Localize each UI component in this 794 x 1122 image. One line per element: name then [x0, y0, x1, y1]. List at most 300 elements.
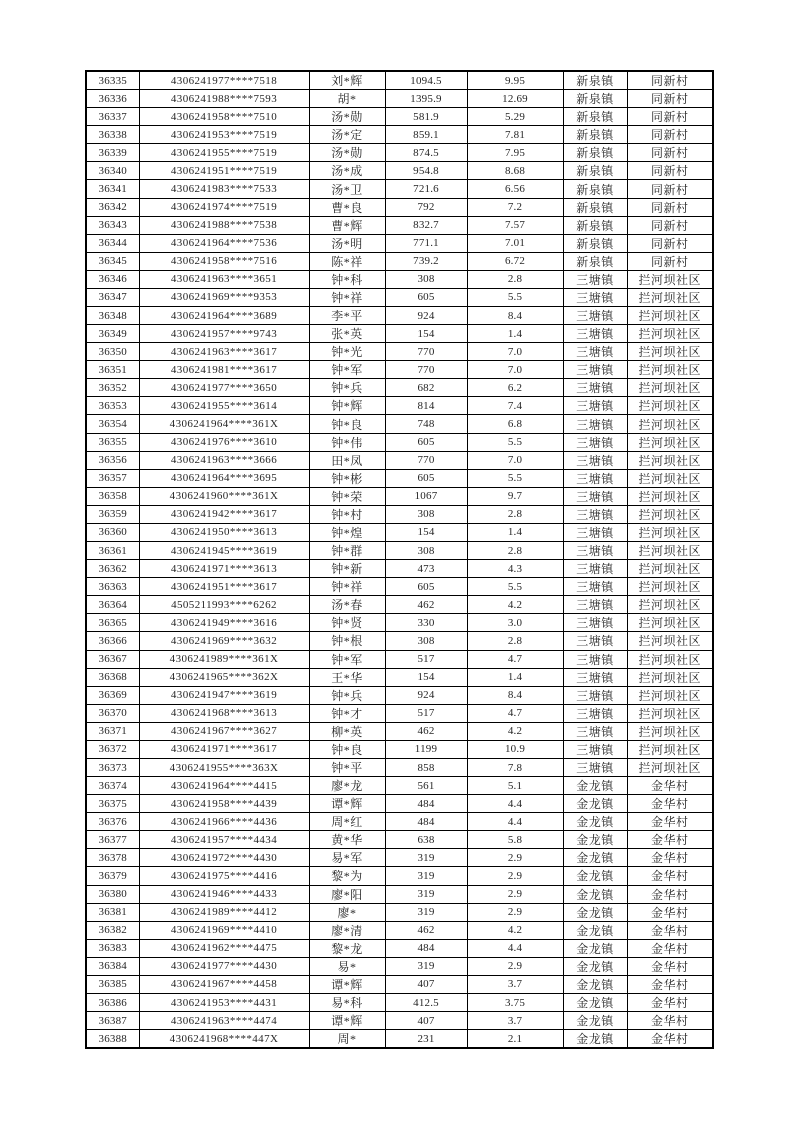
table-row: [86, 542, 713, 560]
village-cell: 拦河坝社区: [627, 343, 713, 361]
amount-cell: 1395.9: [385, 90, 467, 108]
serial-cell: 36367: [86, 650, 139, 668]
rate-cell: 2.9: [467, 885, 563, 903]
village-cell: 拦河坝社区: [627, 596, 713, 614]
amount-cell: 792: [385, 198, 467, 216]
rate-cell: 8.4: [467, 307, 563, 325]
town-cell: 新泉镇: [563, 252, 627, 270]
id-number-cell: 4306241963****4474: [139, 1012, 309, 1030]
id-number-cell: 4306241965****362X: [139, 668, 309, 686]
amount-cell: 330: [385, 614, 467, 632]
table-row: [86, 162, 713, 180]
name-cell: 钟*村: [309, 505, 385, 523]
serial-cell: 36376: [86, 813, 139, 831]
serial-cell: 36379: [86, 867, 139, 885]
town-cell: 三塘镇: [563, 325, 627, 343]
id-number-cell: 4306241942****3617: [139, 505, 309, 523]
id-number-cell: 4306241976****3610: [139, 433, 309, 451]
name-cell: 汤*勋: [309, 108, 385, 126]
rate-cell: 4.2: [467, 921, 563, 939]
town-cell: 三塘镇: [563, 722, 627, 740]
serial-cell: 36358: [86, 487, 139, 505]
id-number-cell: 4306241981****3617: [139, 361, 309, 379]
serial-cell: 36360: [86, 523, 139, 541]
name-cell: 王*华: [309, 668, 385, 686]
id-number-cell: 4306241950****3613: [139, 523, 309, 541]
town-cell: 金龙镇: [563, 831, 627, 849]
id-number-cell: 4306241955****363X: [139, 758, 309, 776]
table-row: [86, 451, 713, 469]
id-number-cell: 4306241949****3616: [139, 614, 309, 632]
amount-cell: 832.7: [385, 216, 467, 234]
name-cell: 张*英: [309, 325, 385, 343]
id-number-cell: 4306241964****3695: [139, 469, 309, 487]
village-cell: 金华村: [627, 939, 713, 957]
rate-cell: 5.5: [467, 433, 563, 451]
serial-cell: 36362: [86, 560, 139, 578]
id-number-cell: 4306241983****7533: [139, 180, 309, 198]
id-number-cell: 4306241955****7519: [139, 144, 309, 162]
town-cell: 新泉镇: [563, 144, 627, 162]
amount-cell: 308: [385, 505, 467, 523]
serial-cell: 36384: [86, 957, 139, 975]
village-cell: 拦河坝社区: [627, 542, 713, 560]
rate-cell: 5.29: [467, 108, 563, 126]
name-cell: 钟*光: [309, 343, 385, 361]
name-cell: 田*凤: [309, 451, 385, 469]
rate-cell: 7.81: [467, 126, 563, 144]
rate-cell: 7.95: [467, 144, 563, 162]
rate-cell: 5.1: [467, 777, 563, 795]
town-cell: 三塘镇: [563, 487, 627, 505]
id-number-cell: 4306241964****7536: [139, 234, 309, 252]
serial-cell: 36337: [86, 108, 139, 126]
village-cell: 金华村: [627, 849, 713, 867]
id-number-cell: 4306241967****4458: [139, 975, 309, 993]
town-cell: 三塘镇: [563, 451, 627, 469]
town-cell: 三塘镇: [563, 632, 627, 650]
name-cell: 易*军: [309, 849, 385, 867]
amount-cell: 407: [385, 1012, 467, 1030]
rate-cell: 2.8: [467, 632, 563, 650]
rate-cell: 1.4: [467, 668, 563, 686]
serial-cell: 36351: [86, 361, 139, 379]
amount-cell: 1067: [385, 487, 467, 505]
table-row: [86, 90, 713, 108]
village-cell: 拦河坝社区: [627, 270, 713, 288]
table-row: [86, 560, 713, 578]
name-cell: 钟*煌: [309, 523, 385, 541]
village-cell: 同新村: [627, 216, 713, 234]
serial-cell: 36357: [86, 469, 139, 487]
amount-cell: 682: [385, 379, 467, 397]
name-cell: 陈*祥: [309, 252, 385, 270]
id-number-cell: 4306241974****7519: [139, 198, 309, 216]
village-cell: 拦河坝社区: [627, 307, 713, 325]
amount-cell: 770: [385, 451, 467, 469]
serial-cell: 36349: [86, 325, 139, 343]
town-cell: 三塘镇: [563, 270, 627, 288]
serial-cell: 36341: [86, 180, 139, 198]
village-cell: 金华村: [627, 831, 713, 849]
id-number-cell: 4306241951****3617: [139, 578, 309, 596]
town-cell: 三塘镇: [563, 397, 627, 415]
village-cell: 拦河坝社区: [627, 487, 713, 505]
table-row: [86, 144, 713, 162]
name-cell: 廖*阳: [309, 885, 385, 903]
amount-cell: 154: [385, 325, 467, 343]
rate-cell: 9.7: [467, 487, 563, 505]
table-row: [86, 722, 713, 740]
village-cell: 金华村: [627, 867, 713, 885]
village-cell: 拦河坝社区: [627, 668, 713, 686]
village-cell: 同新村: [627, 108, 713, 126]
name-cell: 周*: [309, 1030, 385, 1049]
serial-cell: 36338: [86, 126, 139, 144]
name-cell: 钟*贤: [309, 614, 385, 632]
rate-cell: 2.8: [467, 505, 563, 523]
amount-cell: 721.6: [385, 180, 467, 198]
town-cell: 三塘镇: [563, 433, 627, 451]
table-row: [86, 686, 713, 704]
village-cell: 拦河坝社区: [627, 578, 713, 596]
serial-cell: 36369: [86, 686, 139, 704]
table-row: [86, 993, 713, 1011]
serial-cell: 36353: [86, 397, 139, 415]
table-row: [86, 813, 713, 831]
id-number-cell: 4306241960****361X: [139, 487, 309, 505]
rate-cell: 4.4: [467, 795, 563, 813]
table-row: [86, 849, 713, 867]
serial-cell: 36373: [86, 758, 139, 776]
town-cell: 新泉镇: [563, 126, 627, 144]
table-row: [86, 71, 713, 90]
serial-cell: 36346: [86, 270, 139, 288]
amount-cell: 484: [385, 795, 467, 813]
serial-cell: 36385: [86, 975, 139, 993]
town-cell: 三塘镇: [563, 469, 627, 487]
rate-cell: 3.7: [467, 1012, 563, 1030]
town-cell: 三塘镇: [563, 361, 627, 379]
village-cell: 拦河坝社区: [627, 740, 713, 758]
village-cell: 拦河坝社区: [627, 433, 713, 451]
town-cell: 金龙镇: [563, 939, 627, 957]
table-row: [86, 867, 713, 885]
id-number-cell: 4306241958****4439: [139, 795, 309, 813]
town-cell: 三塘镇: [563, 343, 627, 361]
table-row: [86, 650, 713, 668]
table-row: [86, 777, 713, 795]
amount-cell: 319: [385, 849, 467, 867]
table-row: [86, 885, 713, 903]
id-number-cell: 4306241951****7519: [139, 162, 309, 180]
name-cell: 曹*良: [309, 198, 385, 216]
serial-cell: 36352: [86, 379, 139, 397]
id-number-cell: 4306241966****4436: [139, 813, 309, 831]
village-cell: 金华村: [627, 903, 713, 921]
id-number-cell: 4306241963****3651: [139, 270, 309, 288]
serial-cell: 36378: [86, 849, 139, 867]
rate-cell: 4.2: [467, 722, 563, 740]
serial-cell: 36381: [86, 903, 139, 921]
town-cell: 三塘镇: [563, 307, 627, 325]
name-cell: 汤*春: [309, 596, 385, 614]
town-cell: 金龙镇: [563, 777, 627, 795]
village-cell: 拦河坝社区: [627, 505, 713, 523]
name-cell: 廖*清: [309, 921, 385, 939]
table-row: [86, 361, 713, 379]
rate-cell: 5.5: [467, 578, 563, 596]
town-cell: 三塘镇: [563, 523, 627, 541]
serial-cell: 36386: [86, 993, 139, 1011]
name-cell: 黄*华: [309, 831, 385, 849]
serial-cell: 36364: [86, 596, 139, 614]
table-row: [86, 704, 713, 722]
rate-cell: 5.5: [467, 469, 563, 487]
amount-cell: 484: [385, 813, 467, 831]
id-number-cell: 4306241946****4433: [139, 885, 309, 903]
rate-cell: 7.2: [467, 198, 563, 216]
town-cell: 三塘镇: [563, 288, 627, 306]
village-cell: 同新村: [627, 180, 713, 198]
amount-cell: 308: [385, 632, 467, 650]
name-cell: 钟*新: [309, 560, 385, 578]
name-cell: 汤*明: [309, 234, 385, 252]
town-cell: 新泉镇: [563, 180, 627, 198]
table-row: [86, 180, 713, 198]
town-cell: 三塘镇: [563, 758, 627, 776]
id-number-cell: 4306241971****3613: [139, 560, 309, 578]
table-row: [86, 234, 713, 252]
rate-cell: 12.69: [467, 90, 563, 108]
id-number-cell: 4306241969****4410: [139, 921, 309, 939]
village-cell: 拦河坝社区: [627, 288, 713, 306]
table-row: [86, 1030, 713, 1049]
name-cell: 钟*辉: [309, 397, 385, 415]
rate-cell: 1.4: [467, 523, 563, 541]
serial-cell: 36350: [86, 343, 139, 361]
id-number-cell: 4306241975****4416: [139, 867, 309, 885]
town-cell: 三塘镇: [563, 668, 627, 686]
amount-cell: 308: [385, 270, 467, 288]
name-cell: 钟*才: [309, 704, 385, 722]
village-cell: 拦河坝社区: [627, 469, 713, 487]
name-cell: 钟*伟: [309, 433, 385, 451]
table-row: [86, 632, 713, 650]
rate-cell: 7.57: [467, 216, 563, 234]
table-row: [86, 270, 713, 288]
rate-cell: 3.0: [467, 614, 563, 632]
serial-cell: 36371: [86, 722, 139, 740]
name-cell: 廖*龙: [309, 777, 385, 795]
records-table-body: [86, 71, 713, 1048]
amount-cell: 319: [385, 903, 467, 921]
village-cell: 拦河坝社区: [627, 758, 713, 776]
rate-cell: 3.7: [467, 975, 563, 993]
town-cell: 新泉镇: [563, 216, 627, 234]
village-cell: 同新村: [627, 234, 713, 252]
rate-cell: 7.01: [467, 234, 563, 252]
table-row: [86, 975, 713, 993]
id-number-cell: 4306241945****3619: [139, 542, 309, 560]
town-cell: 三塘镇: [563, 704, 627, 722]
village-cell: 金华村: [627, 975, 713, 993]
name-cell: 曹*辉: [309, 216, 385, 234]
serial-cell: 36361: [86, 542, 139, 560]
table-row: [86, 831, 713, 849]
amount-cell: 484: [385, 939, 467, 957]
id-number-cell: 4306241955****3614: [139, 397, 309, 415]
id-number-cell: 4306241963****3666: [139, 451, 309, 469]
table-row: [86, 126, 713, 144]
village-cell: 拦河坝社区: [627, 397, 713, 415]
name-cell: 汤*勋: [309, 144, 385, 162]
serial-cell: 36355: [86, 433, 139, 451]
table-row: [86, 668, 713, 686]
town-cell: 三塘镇: [563, 379, 627, 397]
id-number-cell: 4306241969****9353: [139, 288, 309, 306]
name-cell: 钟*荣: [309, 487, 385, 505]
rate-cell: 5.8: [467, 831, 563, 849]
village-cell: 拦河坝社区: [627, 686, 713, 704]
rate-cell: 6.2: [467, 379, 563, 397]
serial-cell: 36340: [86, 162, 139, 180]
town-cell: 三塘镇: [563, 560, 627, 578]
amount-cell: 154: [385, 668, 467, 686]
village-cell: 拦河坝社区: [627, 632, 713, 650]
rate-cell: 4.3: [467, 560, 563, 578]
village-cell: 金华村: [627, 921, 713, 939]
town-cell: 三塘镇: [563, 686, 627, 704]
serial-cell: 36382: [86, 921, 139, 939]
table-row: [86, 307, 713, 325]
serial-cell: 36374: [86, 777, 139, 795]
amount-cell: 231: [385, 1030, 467, 1049]
table-row: [86, 505, 713, 523]
name-cell: 周*红: [309, 813, 385, 831]
amount-cell: 605: [385, 469, 467, 487]
amount-cell: 874.5: [385, 144, 467, 162]
village-cell: 金华村: [627, 777, 713, 795]
amount-cell: 319: [385, 957, 467, 975]
amount-cell: 581.9: [385, 108, 467, 126]
amount-cell: 412.5: [385, 993, 467, 1011]
village-cell: 同新村: [627, 162, 713, 180]
amount-cell: 954.8: [385, 162, 467, 180]
table-row: [86, 921, 713, 939]
serial-cell: 36339: [86, 144, 139, 162]
id-number-cell: 4306241989****361X: [139, 650, 309, 668]
name-cell: 钟*祥: [309, 578, 385, 596]
town-cell: 金龙镇: [563, 885, 627, 903]
serial-cell: 36387: [86, 1012, 139, 1030]
town-cell: 金龙镇: [563, 921, 627, 939]
id-number-cell: 4306241977****7518: [139, 71, 309, 90]
name-cell: 汤*卫: [309, 180, 385, 198]
village-cell: 拦河坝社区: [627, 361, 713, 379]
id-number-cell: 4306241972****4430: [139, 849, 309, 867]
serial-cell: 36363: [86, 578, 139, 596]
name-cell: 钟*平: [309, 758, 385, 776]
table-row: [86, 758, 713, 776]
town-cell: 金龙镇: [563, 957, 627, 975]
rate-cell: 1.4: [467, 325, 563, 343]
name-cell: 钟*根: [309, 632, 385, 650]
rate-cell: 4.7: [467, 650, 563, 668]
name-cell: 钟*群: [309, 542, 385, 560]
rate-cell: 9.95: [467, 71, 563, 90]
town-cell: 三塘镇: [563, 614, 627, 632]
id-number-cell: 4306241964****361X: [139, 415, 309, 433]
rate-cell: 2.8: [467, 542, 563, 560]
id-number-cell: 4306241977****4430: [139, 957, 309, 975]
id-number-cell: 4306241953****7519: [139, 126, 309, 144]
amount-cell: 473: [385, 560, 467, 578]
village-cell: 拦河坝社区: [627, 560, 713, 578]
id-number-cell: 4306241988****7593: [139, 90, 309, 108]
amount-cell: 748: [385, 415, 467, 433]
rate-cell: 4.4: [467, 813, 563, 831]
rate-cell: 6.56: [467, 180, 563, 198]
table-row: [86, 379, 713, 397]
id-number-cell: 4306241969****3632: [139, 632, 309, 650]
town-cell: 新泉镇: [563, 71, 627, 90]
amount-cell: 605: [385, 578, 467, 596]
id-number-cell: 4306241988****7538: [139, 216, 309, 234]
table-row: [86, 614, 713, 632]
table-row: [86, 578, 713, 596]
village-cell: 同新村: [627, 126, 713, 144]
amount-cell: 154: [385, 523, 467, 541]
serial-cell: 36366: [86, 632, 139, 650]
id-number-cell: 4505211993****6262: [139, 596, 309, 614]
town-cell: 金龙镇: [563, 867, 627, 885]
town-cell: 三塘镇: [563, 505, 627, 523]
amount-cell: 462: [385, 921, 467, 939]
town-cell: 金龙镇: [563, 795, 627, 813]
village-cell: 同新村: [627, 144, 713, 162]
town-cell: 三塘镇: [563, 596, 627, 614]
town-cell: 新泉镇: [563, 162, 627, 180]
id-number-cell: 4306241971****3617: [139, 740, 309, 758]
id-number-cell: 4306241964****4415: [139, 777, 309, 795]
amount-cell: 407: [385, 975, 467, 993]
name-cell: 刘*辉: [309, 71, 385, 90]
serial-cell: 36370: [86, 704, 139, 722]
amount-cell: 605: [385, 288, 467, 306]
village-cell: 金华村: [627, 795, 713, 813]
table-row: [86, 325, 713, 343]
village-cell: 拦河坝社区: [627, 704, 713, 722]
village-cell: 金华村: [627, 957, 713, 975]
rate-cell: 3.75: [467, 993, 563, 1011]
town-cell: 三塘镇: [563, 650, 627, 668]
serial-cell: 36377: [86, 831, 139, 849]
town-cell: 新泉镇: [563, 90, 627, 108]
id-number-cell: 4306241968****3613: [139, 704, 309, 722]
name-cell: 钟*兵: [309, 379, 385, 397]
town-cell: 金龙镇: [563, 813, 627, 831]
town-cell: 三塘镇: [563, 740, 627, 758]
amount-cell: 462: [385, 596, 467, 614]
amount-cell: 1199: [385, 740, 467, 758]
amount-cell: 561: [385, 777, 467, 795]
table-row: [86, 343, 713, 361]
rate-cell: 5.5: [467, 288, 563, 306]
amount-cell: 924: [385, 686, 467, 704]
village-cell: 拦河坝社区: [627, 614, 713, 632]
id-number-cell: 4306241958****7516: [139, 252, 309, 270]
